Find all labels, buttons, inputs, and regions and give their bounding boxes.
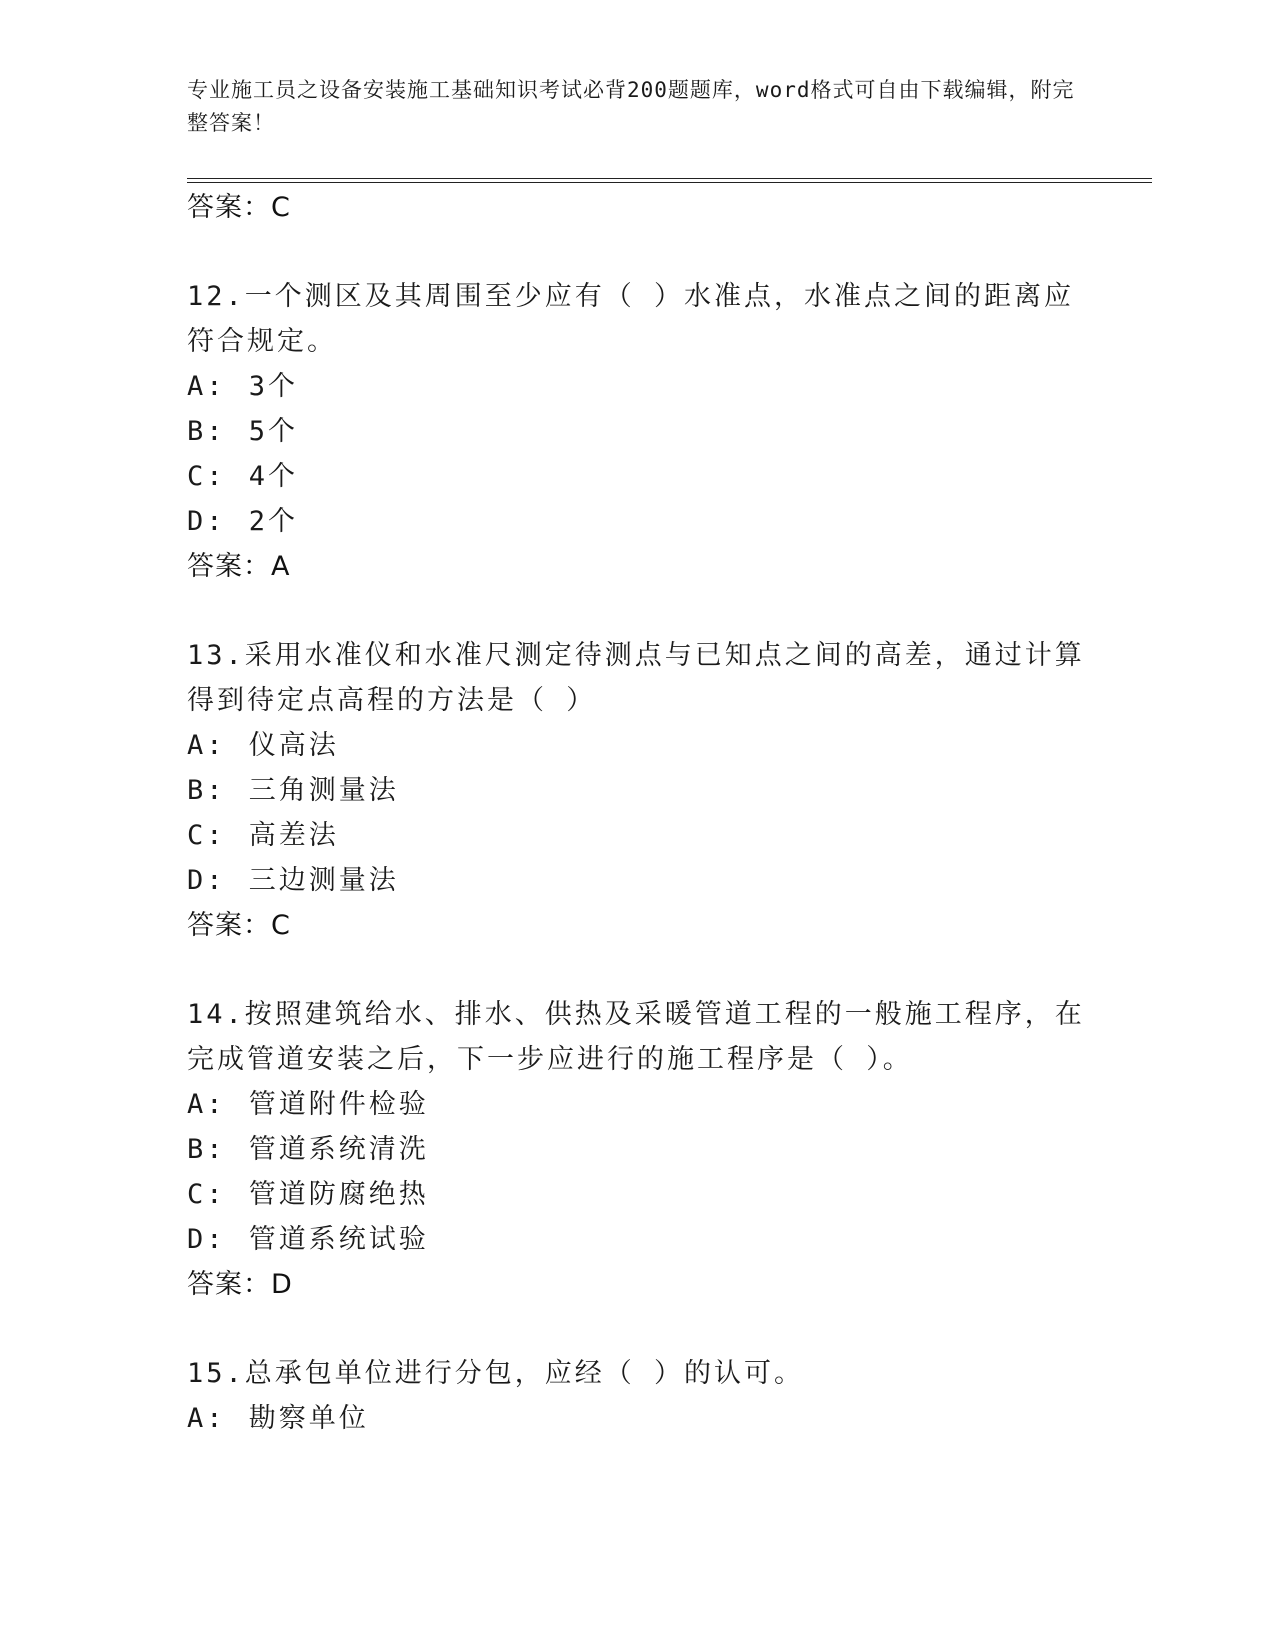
answer-label: 答案： bbox=[187, 192, 271, 223]
answer-label: 答案： bbox=[187, 910, 271, 941]
option-a bbox=[187, 723, 1087, 768]
option-text: 三边测量法 bbox=[248, 865, 399, 896]
question-12 bbox=[187, 274, 1087, 589]
option-letter: B: bbox=[187, 1134, 226, 1165]
option-text: 勘察单位 bbox=[248, 1403, 369, 1434]
question-stem: 15.总承包单位进行分包，应经（ ）的认可。 bbox=[187, 1358, 805, 1389]
option-letter: A: bbox=[187, 1089, 226, 1120]
answer-value: C bbox=[271, 910, 290, 941]
option-text: 3个 bbox=[248, 371, 299, 402]
answer-value: D bbox=[271, 1269, 292, 1300]
option-text: 仪高法 bbox=[248, 730, 339, 761]
option-letter: A: bbox=[187, 1403, 226, 1434]
header-rule-bottom bbox=[187, 182, 1152, 183]
question-stem: 14.按照建筑给水、排水、供热及采暖管道工程的一般施工程序，在完成管道安装之后，下一步应进行的施工程序是（ ）。 bbox=[187, 999, 1085, 1075]
option-letter: C: bbox=[187, 820, 226, 851]
option-letter: D: bbox=[187, 865, 226, 896]
option-text: 高差法 bbox=[248, 820, 339, 851]
option-letter: A: bbox=[187, 371, 226, 402]
header-rule-top bbox=[187, 178, 1152, 179]
option-b bbox=[187, 409, 1087, 454]
answer-line bbox=[187, 185, 1087, 230]
option-b bbox=[187, 768, 1087, 813]
option-d bbox=[187, 1217, 1087, 1262]
option-text: 三角测量法 bbox=[248, 775, 399, 806]
option-c bbox=[187, 813, 1087, 858]
option-d bbox=[187, 499, 1087, 544]
option-text: 管道系统试验 bbox=[248, 1224, 429, 1255]
option-letter: A: bbox=[187, 730, 226, 761]
answer-value: C bbox=[271, 192, 290, 223]
option-text: 管道系统清洗 bbox=[248, 1134, 429, 1165]
option-text: 5个 bbox=[248, 416, 299, 447]
document-header: 专业施工员之设备安装施工基础知识考试必背200题题库，word格式可自由下载编辑，附完整答案！ bbox=[187, 78, 1075, 135]
question-15 bbox=[187, 1351, 1087, 1441]
option-text: 4个 bbox=[248, 461, 299, 492]
answer-line bbox=[187, 1262, 1087, 1307]
question-14 bbox=[187, 992, 1087, 1307]
answer-label: 答案： bbox=[187, 1269, 271, 1300]
option-letter: B: bbox=[187, 416, 226, 447]
option-letter: D: bbox=[187, 506, 226, 537]
question-stem: 13.采用水准仪和水准尺测定待测点与已知点之间的高差，通过计算得到待定点高程的方法是（ ） bbox=[187, 640, 1085, 716]
question-13 bbox=[187, 633, 1087, 948]
option-a bbox=[187, 1082, 1087, 1127]
document-body bbox=[187, 185, 1087, 1441]
question-stem: 12.一个测区及其周围至少应有（ ）水准点，水准点之间的距离应符合规定。 bbox=[187, 281, 1075, 357]
option-letter: C: bbox=[187, 461, 226, 492]
answer-label: 答案： bbox=[187, 551, 271, 582]
answer-line bbox=[187, 903, 1087, 948]
option-text: 2个 bbox=[248, 506, 299, 537]
option-c bbox=[187, 454, 1087, 499]
option-c bbox=[187, 1172, 1087, 1217]
option-d bbox=[187, 858, 1087, 903]
answer-line bbox=[187, 544, 1087, 589]
option-letter: D: bbox=[187, 1224, 226, 1255]
answer-value: A bbox=[271, 551, 290, 582]
option-b bbox=[187, 1127, 1087, 1172]
option-letter: C: bbox=[187, 1179, 226, 1210]
option-a bbox=[187, 364, 1087, 409]
option-text: 管道附件检验 bbox=[248, 1089, 429, 1120]
option-letter: B: bbox=[187, 775, 226, 806]
option-text: 管道防腐绝热 bbox=[248, 1179, 429, 1210]
option-a bbox=[187, 1396, 1087, 1441]
